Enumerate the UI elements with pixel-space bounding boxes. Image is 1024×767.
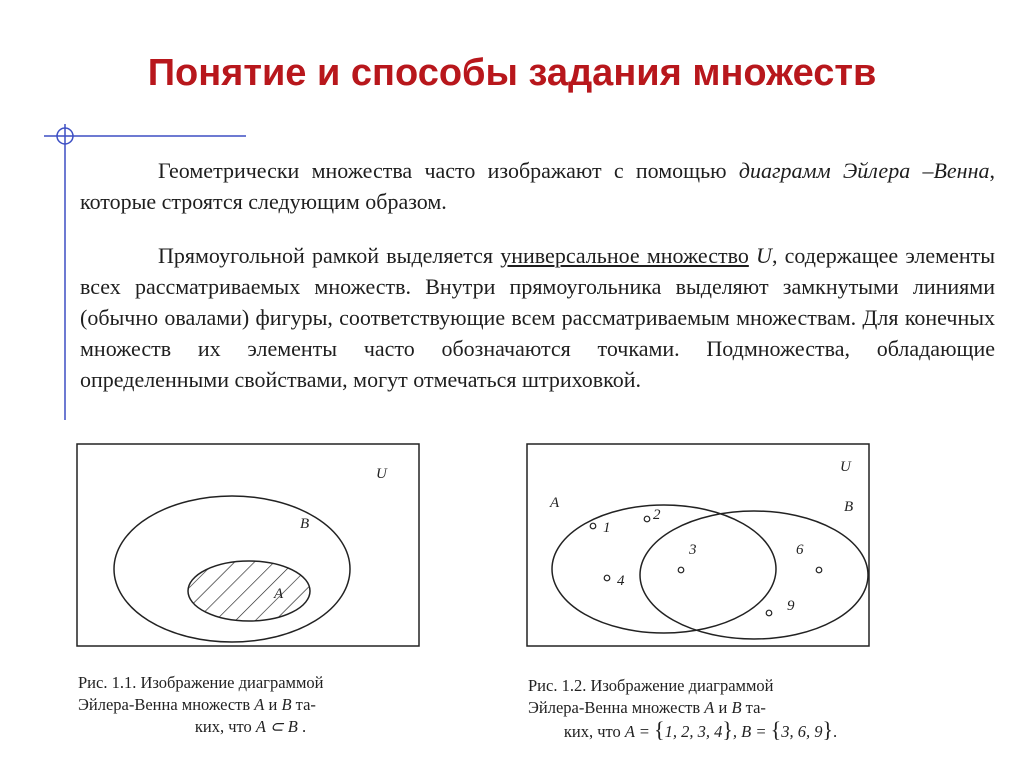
universal-set-term: универсальное множество: [500, 243, 749, 268]
point-3-dot: [678, 567, 684, 573]
point-4-label: 4: [617, 573, 625, 589]
label-a: A: [274, 586, 284, 602]
point-4-dot: [604, 575, 610, 581]
label-u: U: [376, 466, 387, 482]
point-9-label: 9: [787, 598, 795, 614]
figure2-caption: Рис. 1.2. Изображение диаграммой Эйлера-Венна множеств A и B та- ких, что A = {1, 2, 3, 4}, B = {3, 6, 9}.: [528, 676, 838, 742]
venn-diagram-intersection: [526, 443, 872, 651]
label-a: A: [550, 495, 560, 511]
set-a-elements: 1, 2, 3, 4: [664, 722, 723, 741]
point-9-dot: [766, 610, 772, 616]
point-1-dot: [590, 523, 596, 529]
set-a-hatched-oval: [188, 561, 310, 621]
point-2-dot: [644, 516, 650, 522]
description-paragraph: Прямоугольной рамкой выделяется универсальное множество U, содержащее элементы всех рассматриваемых множеств. Внутри прямоугольника выделяют замкнутыми линиями (обычно овалами) фигуры, соответствующие всем рассматриваемым множествам. Для конечных множеств их элементы часто обозначаются точками. Подмножества, обладающие определенными свойствами, могут отмечаться штриховкой.: [80, 243, 996, 392]
point-6-label: 6: [796, 542, 804, 558]
point-1-label: 1: [603, 520, 611, 536]
intro-paragraph: Геометрически множества часто изображают с помощью диаграмм Эйлера –Венна, которые строятся следующим образом.: [80, 158, 995, 214]
label-u: U: [840, 459, 851, 475]
euler-venn-term: диаграмм Эйлера –Венна: [738, 158, 990, 183]
subset-relation: A ⊂ B: [255, 717, 298, 736]
point-6-dot: [816, 567, 822, 573]
universal-set-frame: [527, 444, 869, 646]
point-2-label: 2: [653, 507, 661, 523]
label-b: B: [844, 499, 854, 515]
page-title: Понятие и способы задания множеств: [147, 52, 877, 94]
label-b: B: [300, 516, 310, 532]
point-3-label: 3: [689, 542, 697, 558]
set-b-elements: 3, 6, 9: [781, 722, 823, 741]
venn-diagram-subset: [76, 443, 422, 651]
figure1-caption: Рис. 1.1. Изображение диаграммой Эйлера-Венна множеств A и B та- ких, что A ⊂ B .: [78, 673, 324, 736]
universal-set-symbol: U: [756, 243, 772, 268]
